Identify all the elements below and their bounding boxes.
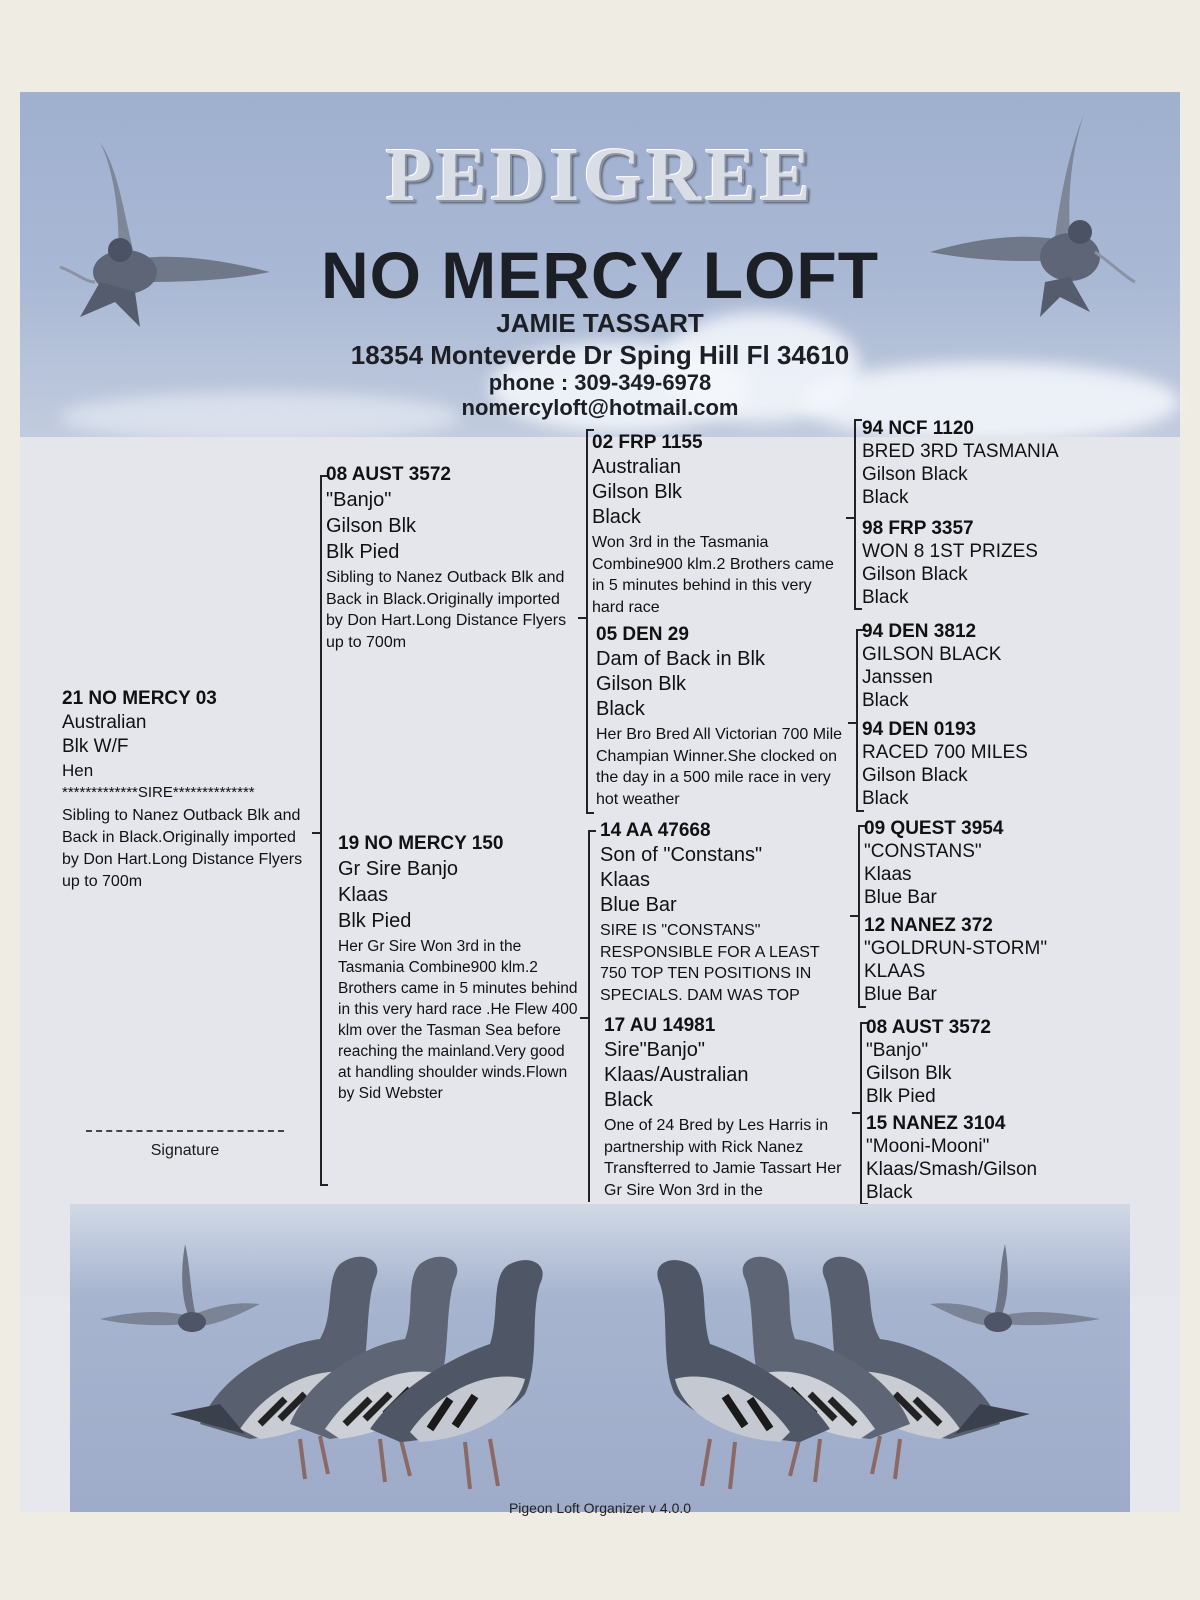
bracket-tick bbox=[858, 1006, 866, 1008]
subject-ring: 21 NO MERCY 03 bbox=[62, 688, 217, 709]
gen4-record bbox=[862, 620, 1122, 712]
gen4-line: "Mooni-Mooni" bbox=[866, 1136, 990, 1157]
owner-address: 18354 Monteverde Dr Sping Hill Fl 34610 bbox=[350, 340, 850, 370]
gen3-line: Blue Bar bbox=[600, 894, 677, 916]
footer-banner bbox=[70, 1204, 1130, 1512]
gen4-record bbox=[866, 1016, 1126, 1108]
signature-label: Signature bbox=[150, 1142, 220, 1159]
gen4-record bbox=[862, 517, 1122, 609]
bracket-tick bbox=[848, 722, 856, 724]
gen3-line: Dam of Back in Blk bbox=[596, 648, 765, 670]
header-banner bbox=[20, 92, 1180, 437]
gen4-ring: 08 AUST 3572 bbox=[866, 1017, 991, 1038]
gen4-ring: 98 FRP 3357 bbox=[862, 518, 974, 539]
bracket-tick bbox=[854, 608, 862, 610]
gen4-line: KLAAS bbox=[864, 961, 926, 982]
subject-line: Blk W/F bbox=[62, 736, 129, 757]
gen4-line: Klaas bbox=[864, 864, 912, 885]
signature-line bbox=[86, 1130, 284, 1132]
bracket-line bbox=[858, 825, 860, 1007]
gen3-line: Gilson Blk bbox=[592, 481, 683, 503]
gen4-ring: 15 NANEZ 3104 bbox=[866, 1113, 1006, 1134]
bracket-tick bbox=[586, 812, 594, 814]
gen4-ring: 94 DEN 0193 bbox=[862, 719, 977, 740]
gen4-line: WON 8 1ST PRIZES bbox=[862, 541, 1038, 562]
sire-line: Gilson Blk bbox=[326, 515, 417, 537]
gen3-ring: 02 FRP 1155 bbox=[592, 432, 703, 453]
bracket-line bbox=[860, 1022, 862, 1204]
gen4-record bbox=[864, 817, 1124, 909]
subject-line: Hen bbox=[62, 761, 94, 780]
gen4-line: Black bbox=[862, 690, 909, 711]
bracket-tick bbox=[846, 517, 854, 519]
gen3-ring: 05 DEN 29 bbox=[596, 624, 689, 645]
gen4-record bbox=[866, 1112, 1126, 1204]
flying-pigeon-icon bbox=[930, 1244, 1100, 1332]
bracket-line bbox=[320, 475, 322, 1185]
subject-note: Sibling to Nanez Outback Blk and Back in Black.Originally imported by Don Hart.Long Distance Flyers up to 700m bbox=[62, 807, 303, 890]
gen4-record bbox=[862, 718, 1122, 810]
sire-line: Blk Pied bbox=[326, 541, 400, 563]
gen3-line: Black bbox=[596, 698, 645, 720]
gen4-line: GILSON BLACK bbox=[862, 644, 1002, 665]
gen4-line: Blk Pied bbox=[866, 1086, 936, 1107]
gen3-line: Black bbox=[604, 1089, 653, 1111]
loft-name: NO MERCY LOFT bbox=[320, 238, 880, 312]
software-version: Pigeon Loft Organizer v 4.0.0 bbox=[508, 1500, 692, 1516]
owner-phone: phone : 309-349-6978 bbox=[488, 370, 712, 395]
flying-pigeon-icon bbox=[100, 1244, 260, 1332]
bracket-tick bbox=[850, 915, 858, 917]
gen4-line: Black bbox=[862, 587, 909, 608]
sire-line: "Banjo" bbox=[326, 489, 392, 511]
gen3-record bbox=[592, 431, 842, 618]
gen3-line: Black bbox=[592, 506, 641, 528]
gen3-note: Won 3rd in the Tasmania Combine900 klm.2 Brothers came in 5 minutes behind in this very hard race bbox=[592, 534, 834, 616]
sire-marker: *************SIRE************** bbox=[62, 784, 255, 801]
pedigree-tree bbox=[20, 418, 1180, 1297]
sire-record bbox=[326, 463, 571, 653]
bracket-tick bbox=[852, 1112, 860, 1114]
dam-record bbox=[338, 832, 578, 1104]
gen4-line: Gilson Black bbox=[862, 765, 968, 786]
gen4-record bbox=[862, 417, 1122, 509]
gen4-line: Black bbox=[866, 1182, 913, 1203]
pedigree-title: PEDIGREE bbox=[385, 133, 815, 217]
dam-line: Blk Pied bbox=[338, 910, 412, 932]
gen3-line: Klaas bbox=[600, 869, 651, 891]
subject-record bbox=[62, 687, 312, 893]
subject-line: Australian bbox=[62, 712, 147, 733]
gen4-record bbox=[864, 914, 1124, 1006]
gen4-line: Gilson Blk bbox=[866, 1063, 952, 1084]
owner-name: JAMIE TASSART bbox=[496, 308, 704, 338]
gen3-line: Gilson Blk bbox=[596, 673, 687, 695]
gen3-ring: 17 AU 14981 bbox=[604, 1015, 716, 1036]
gen3-record bbox=[596, 623, 846, 810]
gen4-line: Blue Bar bbox=[864, 887, 937, 908]
gen4-line: Gilson Black bbox=[862, 564, 968, 585]
bracket-line bbox=[856, 629, 858, 811]
gen4-ring: 12 NANEZ 372 bbox=[864, 915, 993, 936]
dam-line: Klaas bbox=[338, 884, 389, 906]
gen3-line: Son of "Constans" bbox=[600, 844, 763, 866]
dam-note: Her Gr Sire Won 3rd in the Tasmania Combine900 klm.2 Brothers came in 5 minutes behind in this very hard race .He Flew 400 klm over the Tasman Sea before reaching the mainland.Very good at handling shoulder winds.Flown by Sid Webster bbox=[338, 938, 578, 1102]
gen4-line: Janssen bbox=[862, 667, 933, 688]
pigeon-group-illustration bbox=[70, 1204, 1130, 1512]
gen4-line: "Banjo" bbox=[866, 1040, 929, 1061]
gen3-note: One of 24 Bred by Les Harris in partnership with Rick Nanez Transfterred to Jamie Tassart Her Gr Sire Won 3rd in the bbox=[604, 1117, 842, 1199]
gen3-line: Australian bbox=[592, 456, 681, 478]
gen4-line: Black bbox=[862, 487, 909, 508]
owner-email: nomercyloft@hotmail.com bbox=[461, 395, 739, 420]
bracket-tick bbox=[856, 810, 864, 812]
gen3-record bbox=[600, 819, 850, 1006]
gen4-ring: 09 QUEST 3954 bbox=[864, 818, 1004, 839]
gen3-ring: 14 AA 47668 bbox=[600, 820, 711, 841]
gen3-line: Klaas/Australian bbox=[604, 1064, 749, 1086]
bracket-tick bbox=[854, 419, 862, 421]
gen4-line: "CONSTANS" bbox=[864, 841, 982, 862]
bracket-tick bbox=[320, 1184, 328, 1186]
gen4-line: Black bbox=[862, 788, 909, 809]
bracket-tick bbox=[312, 832, 320, 834]
gen4-line: Blue Bar bbox=[864, 984, 937, 1005]
gen4-line: Klaas/Smash/Gilson bbox=[866, 1159, 1038, 1180]
sire-ring: 08 AUST 3572 bbox=[326, 464, 451, 485]
gen4-line: RACED 700 MILES bbox=[862, 742, 1028, 763]
bracket-line bbox=[854, 419, 856, 609]
gen3-note: Her Bro Bred All Victorian 700 Mile Champian Winner.She clocked on the day in a 500 mile race in very hot weather bbox=[596, 726, 843, 808]
bracket-tick bbox=[578, 617, 586, 619]
gen4-ring: 94 DEN 3812 bbox=[862, 621, 977, 642]
bracket-line bbox=[588, 830, 590, 1202]
gen4-line: BRED 3RD TASMANIA bbox=[862, 441, 1059, 462]
dam-line: Gr Sire Banjo bbox=[338, 858, 459, 880]
bracket-tick bbox=[580, 1017, 588, 1019]
gen4-ring: 94 NCF 1120 bbox=[862, 418, 974, 439]
bracket-tick bbox=[588, 830, 596, 832]
gen3-note: SIRE IS "CONSTANS" RESPONSIBLE FOR A LEAST 750 TOP TEN POSITIONS IN SPECIALS. DAM WAS TOP bbox=[600, 922, 820, 1004]
sire-note: Sibling to Nanez Outback Blk and Back in Black.Originally imported by Don Hart.Long Distance Flyers up to 700m bbox=[326, 569, 567, 651]
gen4-line: Gilson Black bbox=[862, 464, 968, 485]
pedigree-sheet bbox=[20, 92, 1180, 1512]
dam-ring: 19 NO MERCY 150 bbox=[338, 833, 504, 854]
gen3-record bbox=[604, 1014, 854, 1201]
gen4-line: "GOLDRUN-STORM" bbox=[864, 938, 1048, 959]
gen3-line: Sire"Banjo" bbox=[604, 1039, 705, 1061]
bracket-line bbox=[586, 429, 588, 812]
